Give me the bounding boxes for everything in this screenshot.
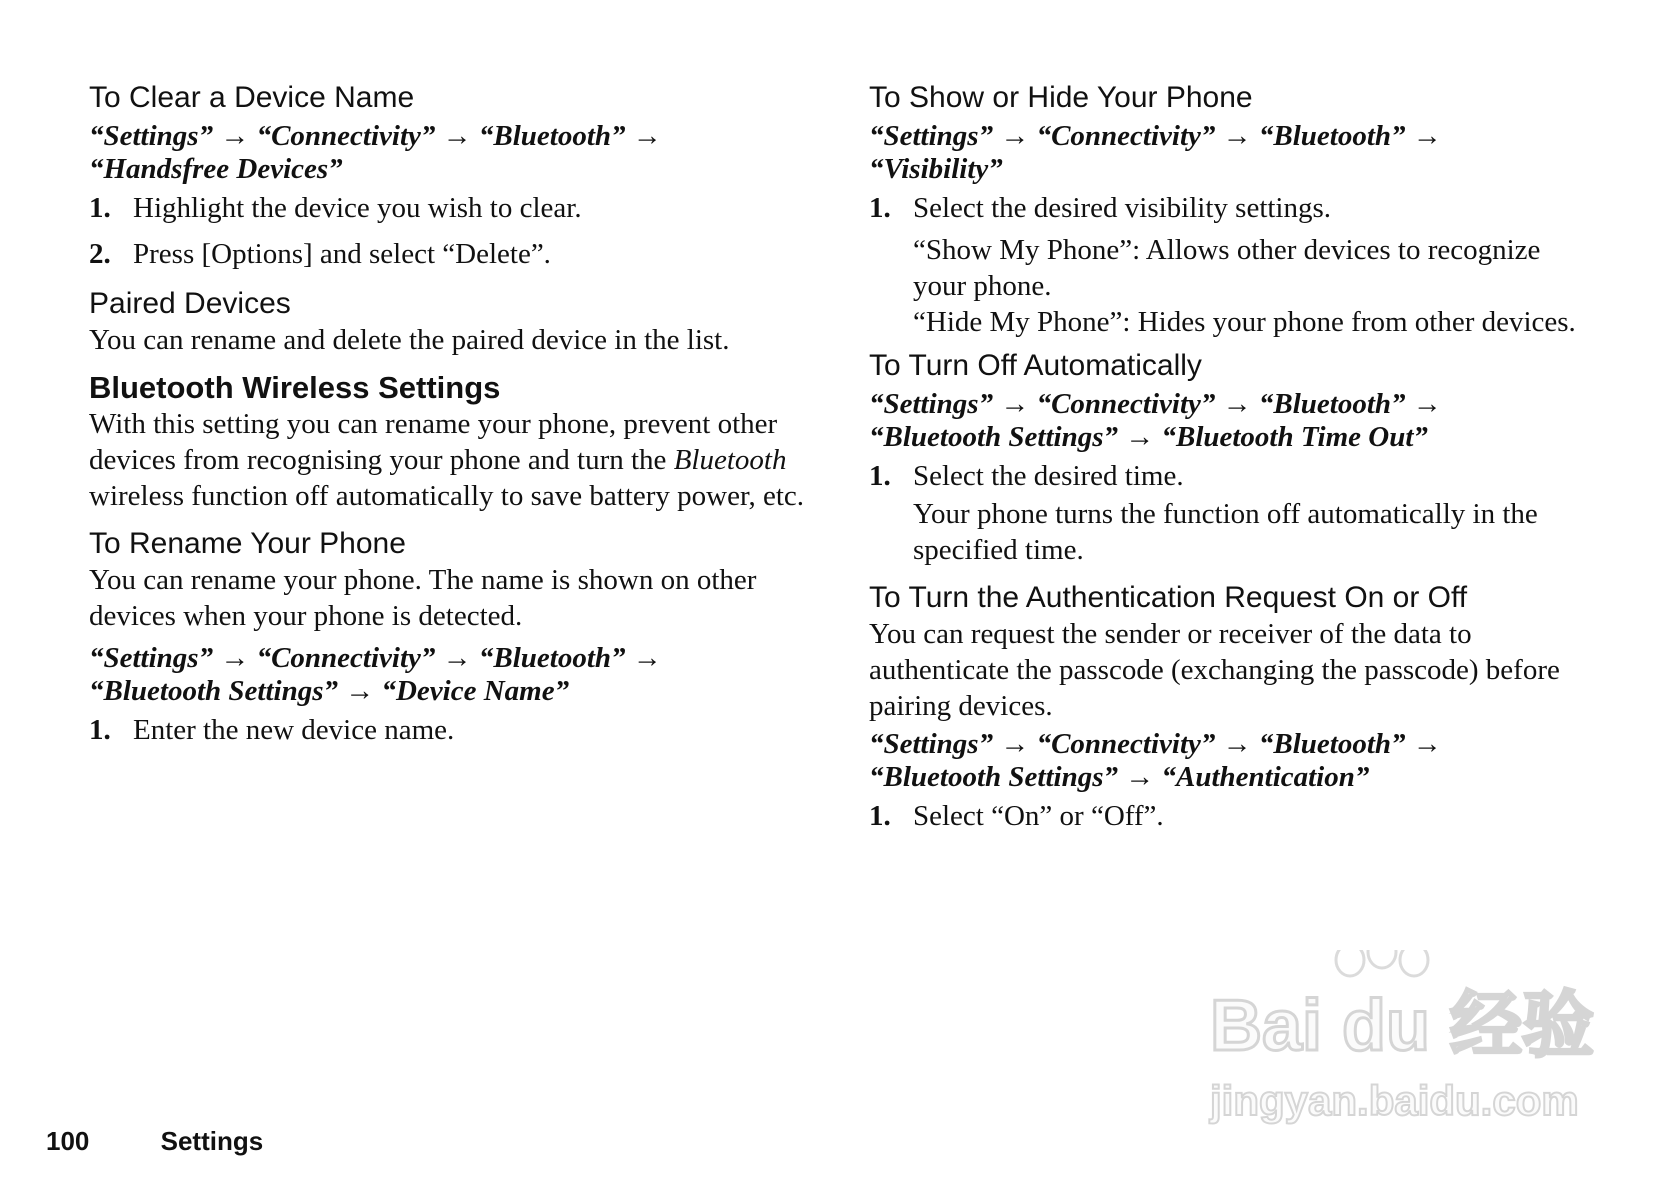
time-out-note: Your phone turns the function off automatically in the specified time. <box>913 498 1538 566</box>
authentication-text: You can request the sender or receiver of the data to authenticate the passcode (exchanging the passcode) before pairing devices. <box>869 618 1560 722</box>
hide-my-phone-text: “Hide My Phone”: Hides your phone from other devices. <box>913 306 1576 338</box>
bluetooth-settings-heading: Bluetooth Wireless Settings <box>89 370 501 405</box>
authentication-step-1: 1. Select “On” or “Off”. <box>869 800 1164 832</box>
page-footer <box>46 1126 263 1157</box>
time-out-menu-path: “Settings” → “Connectivity” → “Bluetooth” → “Bluetooth Settings” → “Bluetooth Time Out” <box>869 388 1442 453</box>
right-column <box>869 80 1589 834</box>
visibility-step-1: 1. Select the desired visibility settings. <box>869 192 1332 224</box>
visibility-menu-path: “Settings” → “Connectivity” → “Bluetooth” → “Visibility” <box>869 120 1442 185</box>
rename-menu-path: “Settings” → “Connectivity” → “Bluetooth” → “Bluetooth Settings” → “Device Name” <box>89 642 662 707</box>
watermark-brand: Bai du 经验 <box>1210 986 1595 1066</box>
rename-step-1: 1. Enter the new device name. <box>89 714 455 746</box>
paw-toe-icon <box>1336 950 1364 976</box>
show-hide-phone-heading: To Show or Hide Your Phone <box>869 81 1253 114</box>
paired-devices-text: You can rename and delete the paired device in the list. <box>89 324 730 356</box>
rename-phone-text: You can rename your phone. The name is shown on other devices when your phone is detected. <box>89 564 757 632</box>
clear-device-name-heading: To Clear a Device Name <box>89 81 415 114</box>
paired-devices-heading: Paired Devices <box>89 287 291 320</box>
baidu-watermark <box>1200 950 1600 1130</box>
page-number: 100 <box>46 1126 90 1156</box>
clear-step-2: 2. Press [Options] and select “Delete”. <box>89 238 551 270</box>
paw-toe-icon <box>1400 950 1428 976</box>
turn-off-heading: To Turn Off Automatically <box>869 349 1202 382</box>
section-name: Settings <box>160 1126 264 1156</box>
authentication-heading: To Turn the Authentication Request On or Off <box>869 581 1468 614</box>
rename-phone-heading: To Rename Your Phone <box>89 527 406 560</box>
watermark-url: jingyan.baidu.com <box>1210 1077 1579 1124</box>
authentication-menu-path: “Settings” → “Connectivity” → “Bluetooth” → “Bluetooth Settings” → “Authentication” <box>869 728 1442 793</box>
time-out-step-1: 1. Select the desired time. <box>869 460 1184 492</box>
show-my-phone-text: “Show My Phone”: Allows other devices to recognize your phone. <box>913 234 1541 302</box>
paw-toe-icon <box>1368 950 1396 968</box>
bluetooth-settings-text: With this setting you can rename your phone, prevent other devices from recognising your phone and turn the Bluetooth wireless function off automatically to save battery power, etc. <box>89 408 805 512</box>
left-column <box>89 80 809 748</box>
clear-step-1: 1. Highlight the device you wish to clear. <box>89 192 582 224</box>
clear-menu-path: “Settings” → “Connectivity” → “Bluetooth” → “Handsfree Devices” <box>89 120 662 185</box>
